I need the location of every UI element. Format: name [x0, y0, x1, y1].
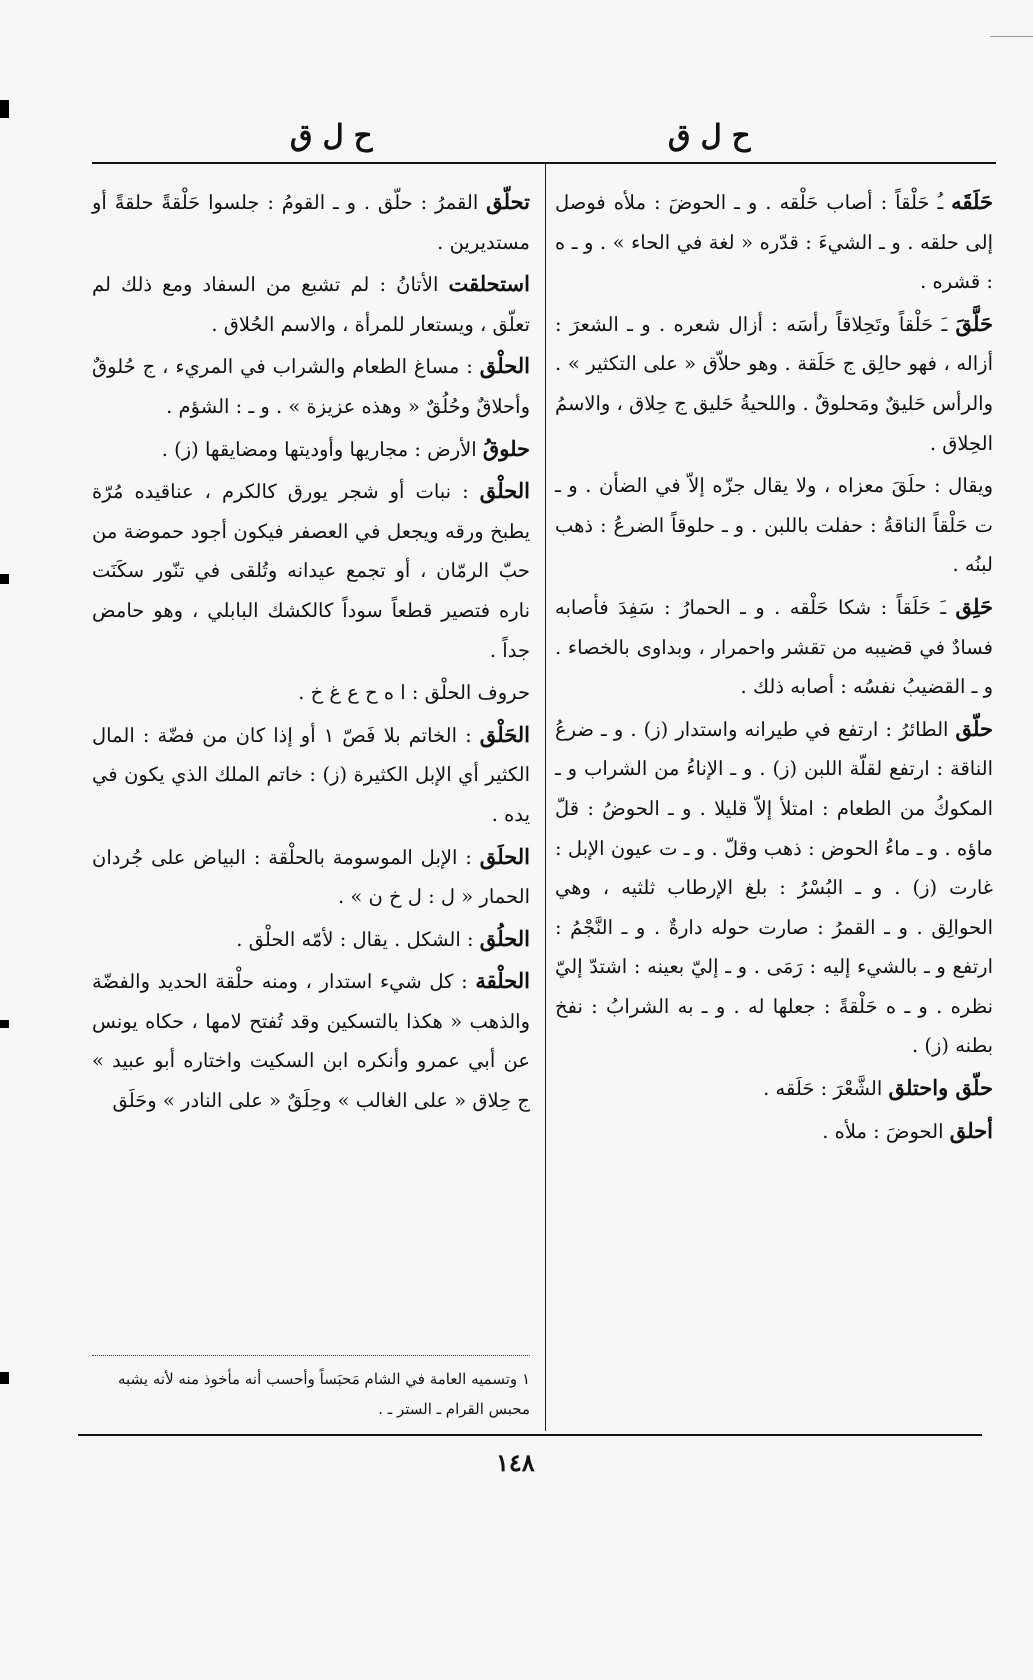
- dictionary-entry: [92, 471, 530, 670]
- definition: ـَ حَلْقاً وتَحِلاقاً رأسَه : أزال شعره . و ـ الشعرَ : أزاله ، فهو حالِق ج حَلَقة . وهو حلاّق « على التكثير » . والرأس حَليقٌ ومَحلوقٌ . واللحيةُ حَليق ج حِلاق ، والاسمُ الحِلاق .: [555, 312, 993, 455]
- headword: حلّق: [955, 715, 993, 741]
- dictionary-entry: [555, 1111, 993, 1152]
- headword: حَلِق: [955, 593, 993, 619]
- headword: حَلَقَه: [951, 189, 993, 214]
- edge-mark: [0, 100, 9, 118]
- dictionary-entry: [92, 715, 530, 835]
- left-column: [92, 182, 530, 1337]
- definition: الطائرُ : ارتفع في طيرانه واستدار (ز) . و ـ ضرعُ الناقة : ارتفع لقلّة اللبن (ز) . و ـ الإناءُ من الشراب و ـ المكوكُ من الطعام : امتلأ إلاّ قليلا . و ـ الحوضُ : قلّ ماؤه . و ـ ماءُ الحوض : ذهب وقلّ . و ـ ت عيون الإبل : غارت (ز) . و ـ البُسْرُ : بلغ الإرطاب ثلثيه ، وهي الحوالِق . و ـ القمرُ : صارت حوله دارةٌ . و ـ النَّجْمُ : ارتفع و ـ بالشيء إليه : رَمَى . و ـ إليّ بعينه : اشتدّ إليّ نظره . و ـ ه حَلْقةً : جعلها له . و ـ به الشرابُ : نفخ بطنه (ز) .: [555, 717, 993, 1058]
- headword: الحلَق: [479, 843, 530, 869]
- dictionary-entry: [92, 182, 530, 262]
- edge-mark: [0, 1372, 9, 1384]
- headword: حلّق واحتلق: [888, 1075, 993, 1101]
- column-divider: [545, 163, 546, 1431]
- dictionary-entry: [555, 587, 993, 707]
- definition: القمرُ : حلّق . و ـ القومُ : جلسوا حَلْقةً حلقةً أو مستديرين .: [92, 191, 530, 254]
- dictionary-entry: [555, 182, 993, 302]
- headword: الحلُق: [479, 925, 530, 951]
- dictionary-entry: [92, 429, 530, 470]
- footer-rule: [78, 1434, 982, 1436]
- headword: استحلقت: [448, 271, 530, 297]
- definition: ويقال : حلَقَ معزاه ، ولا يقال جزّه إلاّ في الضأن . و ـ ت حَلْقاً الناقةُ : حفلت باللبن . و ـ حلوقاً الضرعُ : ذهب لبنُه .: [555, 474, 993, 577]
- headword: الحَلْق: [479, 721, 530, 747]
- headword: أحلق: [949, 1117, 993, 1143]
- definition: : مساغ الطعام والشراب في المريء ، ج حُلوقٌ وأحلاقٌ وحُلُقٌ « وهذه عزيزة » . و ـ : الشؤم .: [92, 355, 530, 418]
- dictionary-entry: [92, 264, 530, 344]
- definition: : الخاتم بلا فَصّ ١ أو إذا كان من فضّة : المال الكثير أي الإبل الكثيرة (ز) : خاتم الملك الذي يكون في يده .: [92, 723, 530, 826]
- definition: الحوضَ : ملأه .: [822, 1119, 950, 1143]
- definition: : كل شيء استدار ، ومنه حلْقة الحديد والفضّة والذهب « هكذا بالتسكين وقد تُفتح لامها ، حكاه يونس عن أبي عمرو وأنكره ابن السكيت واختاره أبو عبيد » ج حِلاق « على الغالب » وحِلَقٌ « على النادر » وحَلَق: [92, 970, 530, 1113]
- page-number: ١٤٨: [496, 1448, 535, 1477]
- footnote-rule: [92, 1355, 530, 1356]
- edge-mark: [0, 1020, 9, 1028]
- definition: الأتانُ : لم تشبع من السفاد ومع ذلك لم تعلّق ، ويستعار للمرأة ، والاسم الحُلاق .: [92, 273, 530, 336]
- definition: : الإبل الموسومة بالحلْقة : البياض على جُردان الحمار « ل : ل خ ن » .: [92, 845, 530, 909]
- left-column-header: ح ل ق: [290, 118, 373, 152]
- headword: حلوقُ: [482, 435, 530, 461]
- corner-rule: [990, 36, 1033, 37]
- dictionary-entry: [92, 919, 530, 960]
- dictionary-entry: [92, 837, 530, 917]
- definition: حروف الحلْق : ا ه ح ع غ خ .: [298, 681, 530, 705]
- headword: تحلّق: [486, 189, 530, 214]
- definition: : الشكل . يقال : لأمّه الحلْق .: [236, 927, 480, 951]
- dictionary-entry: [555, 1068, 993, 1109]
- headword: الحلْق: [479, 478, 530, 504]
- edge-mark: [0, 574, 9, 584]
- dictionary-entry: [555, 465, 993, 585]
- footnote: ١ وتسميه العامة في الشام مَحبَساً وأحسب أنه مأخوذ منه لأنه يشبه محبس القرام ـ الستر ـ .: [117, 1370, 530, 1418]
- headword: حَلَّقَ: [955, 310, 993, 336]
- dictionary-entry: [555, 709, 993, 1066]
- dictionary-entry: [92, 961, 530, 1120]
- definition: ـَ حَلَقاً : شكا حَلْقه . و ـ الحمارُ : سَفِدَ فأصابه فسادٌ في قضيبه من تقشر واحمرار ، وبداوى بالخصاء . و ـ القضيبُ نفسُه : أصابه ذلك .: [555, 595, 993, 699]
- right-column: [555, 182, 993, 1422]
- definition: : نبات أو شجر يورق كالكرم ، عناقيده مُرّة يطبخ ورقه ويجعل في العصفر فيكون أجود حموضة من حبّ الرمّان ، أو تجمع عيدانه وتُلقى في تنّور سكَنَت ناره فتصير قطعاً سوداً كالكشك البابلي ، وهو حامض جداً .: [92, 480, 530, 662]
- definition: الأرض : مجاريها وأوديتها ومضايقها (ز) .: [161, 437, 483, 461]
- dictionary-entry: [555, 304, 993, 463]
- definition: ـُ حَلْقاً : أصاب حَلْقه . و ـ الحوضَ : ملأه فوصل إلى حلقه . و ـ الشيءَ : قدّره « لغة في الحاء » . و ـ ه : قشره .: [555, 191, 993, 294]
- definition: الشَّعْرَ : حَلَقه .: [763, 1077, 889, 1101]
- headword: الحلْق: [479, 353, 530, 379]
- right-column-header: ح ل ق: [668, 118, 751, 152]
- dictionary-entry: [92, 346, 530, 426]
- headword: الحلْقة: [475, 968, 530, 994]
- dictionary-entry: [92, 672, 530, 713]
- header-rule: [92, 162, 996, 164]
